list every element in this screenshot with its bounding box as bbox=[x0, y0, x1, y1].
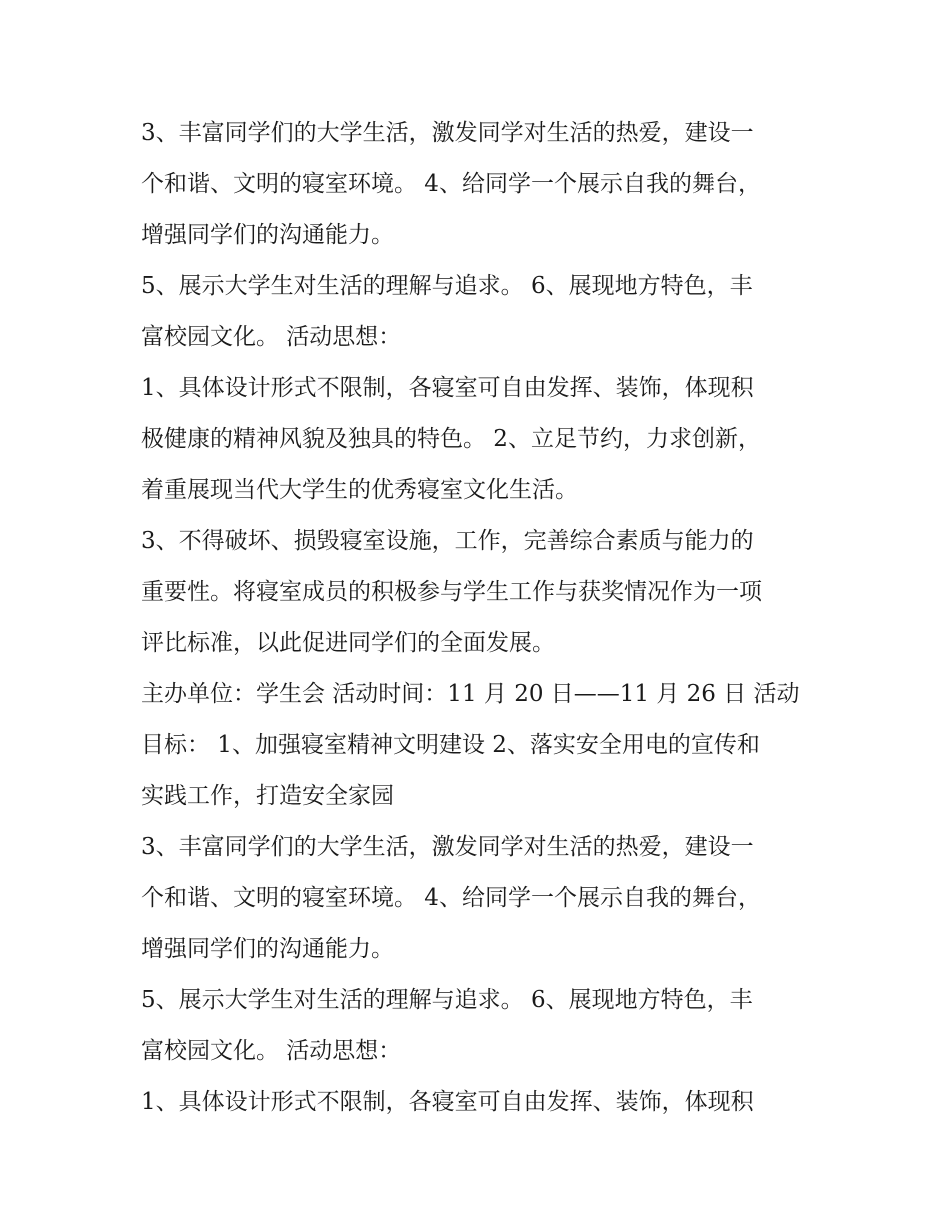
text-line: 1、具体设计形式不限制，各寝室可自由发挥、装饰，体现积 bbox=[141, 1089, 754, 1115]
text-line: 3、丰富同学们的大学生活，激发同学对生活的热爱，建设一 bbox=[141, 834, 754, 860]
text-line: 1、具体设计形式不限制，各寝室可自由发挥、装饰，体现积 bbox=[141, 375, 754, 401]
text-line: 增强同学们的沟通能力。 bbox=[141, 936, 394, 962]
text-line: 5、展示大学生对生活的理解与追求。 6、展现地方特色，丰 bbox=[141, 987, 753, 1013]
document-body bbox=[141, 108, 821, 1128]
text-line: 个和谐、文明的寝室环境。 4、给同学一个展示自我的舞台， bbox=[141, 885, 761, 911]
text-line: 个和谐、文明的寝室环境。 4、给同学一个展示自我的舞台， bbox=[141, 171, 761, 197]
text-line: 增强同学们的沟通能力。 bbox=[141, 222, 394, 248]
text-line: 评比标准，以此促进同学们的全面发展。 bbox=[141, 630, 555, 656]
text-line: 实践工作，打造安全家园 bbox=[141, 783, 394, 809]
text-line: 重要性。将寝室成员的积极参与学生工作与获奖情况作为一项 bbox=[141, 579, 762, 605]
text-line: 极健康的精神风貌及独具的特色。 2、立足节约，力求创新， bbox=[141, 426, 761, 452]
text-line: 3、不得破坏、损毁寝室设施，工作，完善综合素质与能力的 bbox=[141, 528, 754, 554]
text-line: 富校园文化。 活动思想： bbox=[141, 324, 402, 350]
text-line: 着重展现当代大学生的优秀寝室文化生活。 bbox=[141, 477, 578, 503]
text-line: 5、展示大学生对生活的理解与追求。 6、展现地方特色，丰 bbox=[141, 273, 753, 299]
text-line: 3、丰富同学们的大学生活，激发同学对生活的热爱，建设一 bbox=[141, 120, 754, 146]
text-line: 主办单位：学生会 活动时间：11 月 20 日——11 月 26 日 活动 bbox=[141, 681, 800, 707]
text-line: 目标： 1、加强寝室精神文明建设 2、落实安全用电的宣传和 bbox=[141, 732, 760, 758]
text-line: 富校园文化。 活动思想： bbox=[141, 1038, 402, 1064]
